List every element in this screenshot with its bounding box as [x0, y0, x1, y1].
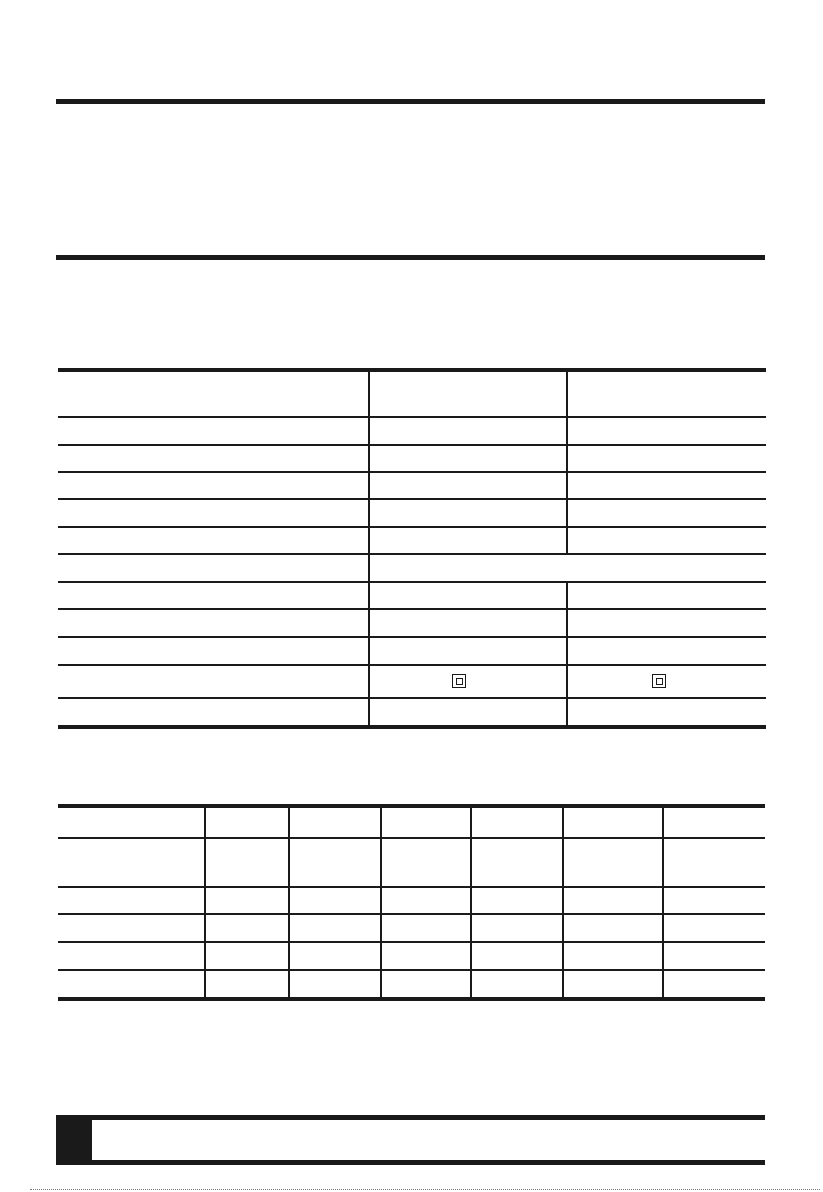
second-row-divider: [58, 913, 765, 915]
second-column-divider: [380, 804, 382, 999]
footer-bar: [56, 1115, 765, 1165]
class-ii-double-insulation-icon: [452, 674, 466, 688]
spec-row-divider: [58, 416, 766, 418]
second-row-divider: [58, 969, 765, 971]
spec-row-divider: [58, 608, 766, 610]
second-column-divider: [288, 804, 290, 999]
second-column-divider: [204, 804, 206, 999]
footer-page-marker: [56, 1120, 92, 1160]
second-table-top-border: [58, 804, 765, 808]
header-bottom-rule: [56, 255, 765, 260]
spec-row-divider: [58, 498, 766, 500]
second-column-divider: [562, 804, 564, 999]
spec-row-divider: [58, 553, 766, 555]
spec-row-divider: [58, 636, 766, 638]
spec-row-divider: [58, 471, 766, 473]
trim-line: [30, 1189, 820, 1190]
spec-row-divider: [58, 581, 766, 583]
second-column-divider: [662, 804, 664, 999]
spec-row-divider: [58, 444, 766, 446]
second-table-bottom-border: [58, 997, 765, 1001]
second-column-divider: [470, 804, 472, 999]
second-row-divider: [58, 886, 765, 888]
spec-column-divider: [566, 581, 568, 729]
second-row-divider: [58, 941, 765, 943]
spec-column-divider: [566, 368, 568, 555]
spec-table-bottom-border: [58, 725, 766, 729]
second-row-divider: [58, 837, 765, 839]
header-top-rule: [56, 99, 765, 104]
spec-table-top-border: [58, 368, 766, 372]
spec-column-divider: [368, 368, 370, 729]
class-ii-double-insulation-icon: [652, 674, 666, 688]
spec-row-divider: [58, 526, 766, 528]
spec-row-divider: [58, 664, 766, 666]
spec-row-divider: [58, 697, 766, 699]
